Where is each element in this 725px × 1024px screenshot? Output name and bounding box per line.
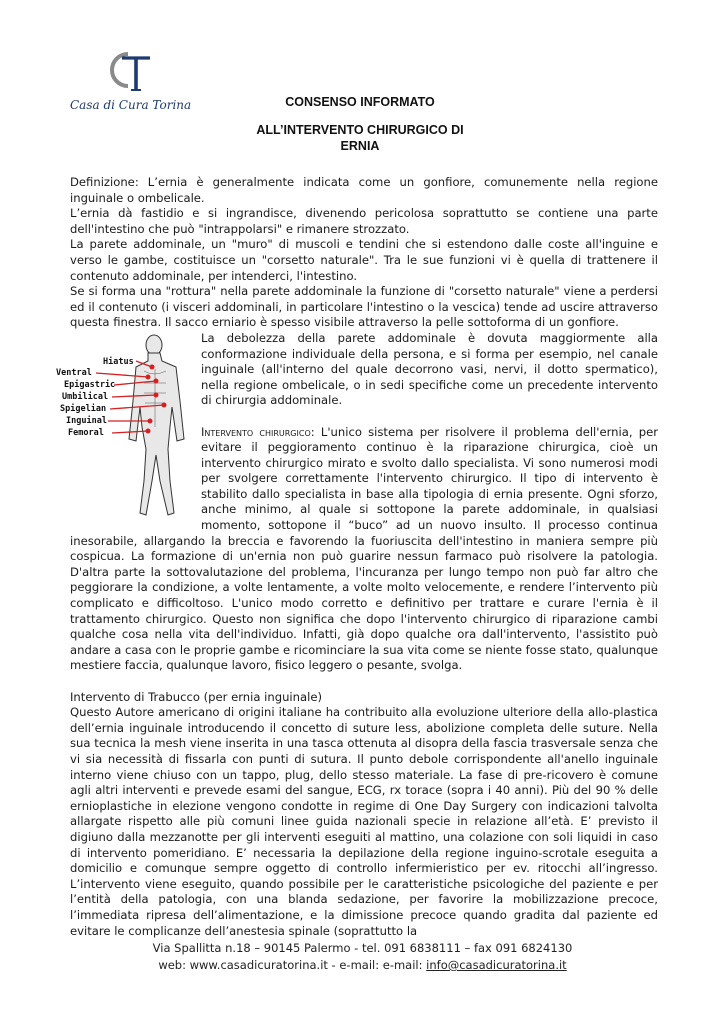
document-body — [56, 175, 658, 939]
label-spigelian: Spigelian — [60, 403, 107, 414]
doc-title-line2: ALL’INTERVENTO CHIRURGICO DI — [256, 123, 464, 137]
label-ventral: Ventral — [56, 367, 92, 378]
footer-address: Via Spallitta n.18 – 90145 Palermo - tel. 091 6838111 – fax 091 6824130 — [152, 941, 573, 955]
ct-monogram-icon — [98, 48, 168, 94]
label-femoral: Femoral — [68, 427, 104, 438]
paragraph-definition: Definizione: L’ernia è generalmente indicata come un gonfiore, comunemente nella regione inguinale o ombelicale. — [70, 175, 658, 205]
paragraph-parete: La parete addominale, un "muro" di muscoli e tendini che si estendono dalle coste all'inguine e verso le gambe, costituisce un "corsetto naturale". Tra le sue funzioni vi è quella di trattenere il contenuto addominale, per intenderci, l'intestino. — [70, 237, 658, 283]
footer-email-link[interactable]: info@casadicuratorina.it — [426, 958, 567, 972]
footer-web: web: www.casadicuratorina.it - e-mail: e-mail: — [158, 958, 427, 972]
doc-title-line1: CONSENSO INFORMATO — [285, 95, 435, 109]
human-anatomy-illustration — [56, 331, 201, 531]
clinic-logo — [70, 48, 200, 118]
footer-contacts — [0, 957, 725, 974]
clinic-name: Casa di Cura Torina — [70, 98, 192, 112]
intervento-heading: Intervento chirurgico — [201, 424, 311, 439]
intervento-text: : L'unico sistema per risolvere il problema dell'ernia, per evitare il peggioramento continuo è la riparazione chirurgica, cioè un intervento chirurgico mirato e svolto dallo specialista. Vi sono numerosi modi per svolgere correttamente l'intervento chirurgico. Il tipo di intervento è stabilito dallo specialista in base alla tipologia di ernia presente. Ogni sforzo, anche minimo, al quale si sottopone la parete addominale, in qualsiasi momento, sottopone il “buco” ad un nuovo insulto. Il processo continua inesorabile, allargando la breccia e favorendo la fuoriuscita dell'intestino in maniera sempre più cospicua. La formazione di un'ernia non può guarire nessun farmaco può risolvere la patologia. D'altra parte la sottovalutazione del problema, l'incuranza per lungo tempo non può far altro che peggiorare la condizione, a volte lentamente, a volte molto velocemente, e rendere l’intervento più complicato e difficoltoso. L'unico modo corretto e definitivo per trattare e curare l'ernia è il trattamento chirurgico. Questo non significa che dopo l'intervento chirurgico di riparazione cambi qualche cosa nella vita dell'individuo. Infatti, già dopo qualche ora dall'intervento, l'assistito può andare a casa con le proprie gambe e ricominciare la sua vita come se niente fosse stato, qualunque mestiere faccia, qualunque lavoro, fisico leggero o pesante, svolga. — [70, 424, 658, 673]
paragraph-trabucco: Questo Autore americano di origini italiane ha contribuito alla evoluzione ulteriore della allo-plastica dell’ernia inguinale introducendo il concetto di suture less, abolizione completa delle suture. Nella sua tecnica la mesh viene inserita in una tasca ottenuta al disopra della fascia trasversale senza che vi sia necessità di fissarla con punti di sutura. Il punto debole corrispondente all'anello inguinale interno viene chiuso con un tappo, plug, dello stesso materiale. La fase di pre-ricovero è comune agli altri interventi e prevede esami del sangue, ECG, rx torace (sopra i 40 anni). Più del 90 % delle ernioplastiche in elezione vengono condotte in regime di One Day Surgery con indicazioni talvolta allargate rispetto alle più comuni linee guida nazionali specie in relazione all’età. E’ previsto il digiuno dalla mezzanotte per gli interventi eseguiti al mattino, una colazione con soli liquidi in caso di intervento pomeridiano. E’ necessaria la depilazione della regione inguino-scrotale eseguita a domicilio e comunque sempre oggetto di controllo infermieristico per ev. ritocchi all’ingresso. L’intervento viene eseguito, quando possibile per le caratteristiche psicologiche del paziente e per l’entità della patologia, con una blanda sedazione, per favorire la mobilizzazione precoce, l’immediata ripresa dell’alimentazione, e la dimissione precoce quando gradita dal paziente ed evitare le complicanze dell’anestesia spinale (soprattutto la — [70, 705, 658, 938]
paragraph-rottura: Se si forma una "rottura" nella parete addominale la funzione di "corsetto naturale" viene a perdersi ed il contenuto (i visceri addominali, in particolare l'intestino o la vescica) tende ad uscire attraverso questa finestra. Il sacco erniario è spesso visibile attraverso la pelle sottoforma di un gonfiore. — [70, 284, 658, 330]
label-inguinal: Inguinal — [66, 415, 107, 426]
paragraph-fastidio: L’ernia dà fastidio e si ingrandisce, divenendo pericolosa soprattutto se contiene una parte dell'intestino che può "intrappolarsi" e rimanere strozzato. — [70, 206, 658, 236]
label-umbilical: Umbilical — [62, 391, 109, 402]
paragraph-debolezza: La debolezza della parete addominale è dovuta maggiormente alla conformazione individuale della persona, e si forma per esempio, nel canale inguinale (all'interno del quale decorrono vasi, nervi, il dotto spermatico), nella regione ombelicale, o in sedi specifiche come un precedente intervento di chirurgia addominale. — [201, 330, 658, 408]
doc-title-line3: ERNIA — [340, 139, 380, 153]
label-hiatus: Hiatus — [103, 356, 134, 367]
hernia-sites-figure — [56, 331, 201, 531]
paragraph-trabucco-title: Intervento di Trabucco (per ernia inguinale) — [70, 689, 322, 704]
page-footer — [0, 940, 725, 974]
label-epigastric: Epigastric — [64, 379, 116, 390]
